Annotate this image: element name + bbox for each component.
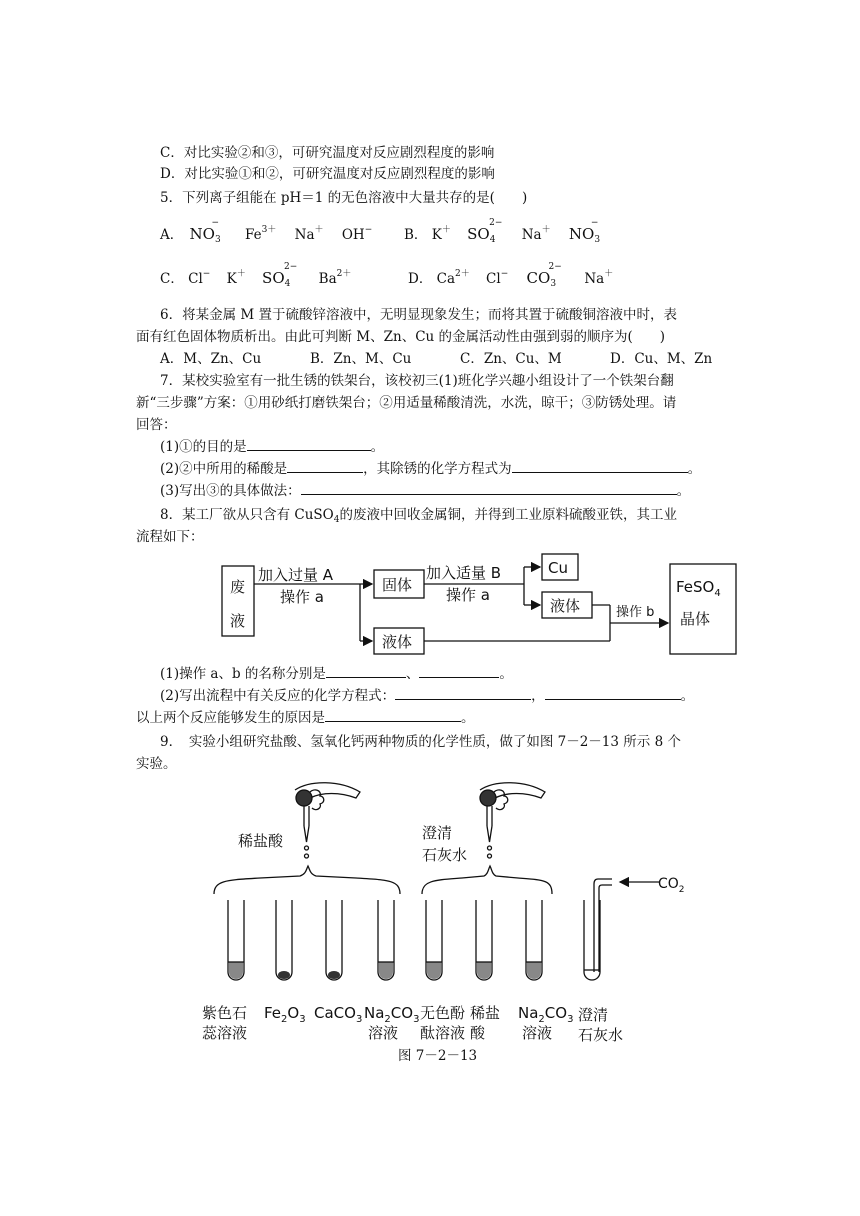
tube-label-6-line-1: 稀盐 (470, 1004, 501, 1022)
q8-part-2: (2)写出流程中有关反应的化学方程式： ， 。 (160, 688, 695, 704)
q5-option-c: C． Cl− K＋ $SO_4$ 2− $Ba^{2+}$ (160, 262, 352, 289)
tube-label-2: $Fe_2O_3$ (264, 1004, 306, 1025)
solid-label: 固体 (382, 576, 413, 594)
q7-line-3: 回答： (136, 417, 177, 433)
cu-label: Cu (548, 559, 568, 577)
tube-label-3: CaCO$_3$ (314, 1004, 363, 1025)
tube-liquid (527, 962, 541, 979)
q5-option-b: B． K＋ $SO_4$ 2− Na＋ $NO_3$ − (404, 218, 601, 245)
dropper-hand-1 (295, 783, 360, 858)
reagent-label-limewater-2: 石灰水 (422, 846, 468, 864)
q4-option-d: D．对比实验①和②，可研究温度对反应剧烈程度的影响 (160, 166, 495, 182)
waste-char-1: 废 (230, 578, 246, 596)
add-a-label: 加入过量 A (258, 566, 334, 584)
brace-left (214, 866, 400, 894)
q7-part-1: (1)①的目的是 。 (160, 439, 385, 455)
q8-line-1: 8．某工厂欲从只含有 CuSO$_4$的废液中回收金属铜，并得到工业原料硫酸亚铁，其工业 (160, 507, 677, 525)
op-b-label: 操作 b (616, 605, 655, 620)
tube-label-1-line-1: 紫色石 (202, 1004, 248, 1022)
q7-blank-1[interactable] (247, 437, 371, 451)
q5-stem: 5．下列离子组能在 pH＝1 的无色溶液中大量共存的是( ) (160, 190, 528, 206)
tube-label-1-line-2: 蕊溶液 (202, 1024, 248, 1042)
q9-line-2: 实验。 (136, 756, 177, 772)
figure-caption: 图 7－2－13 (398, 1048, 478, 1064)
brace-right (422, 866, 552, 894)
waste-char-2: 液 (230, 612, 246, 630)
tube-label-8-line-2: 石灰水 (578, 1026, 624, 1044)
co2-label: $CO_2$ (658, 876, 685, 895)
q7-blank-4[interactable] (301, 481, 677, 495)
q8-blank-1[interactable] (326, 664, 406, 678)
q8-blank-2[interactable] (419, 664, 499, 678)
reagent-label-hcl: 稀盐酸 (238, 832, 284, 850)
q8-flowchart (210, 548, 750, 662)
dropper-hand-2 (480, 783, 545, 858)
q7-blank-2[interactable] (287, 459, 363, 473)
tube-liquid (229, 962, 243, 979)
tube-solid (278, 971, 290, 979)
q6-line-1: 6．将某金属 M 置于硫酸锌溶液中，无明显现象发生；而将其置于硫酸铜溶液中时，表 (160, 307, 677, 323)
tube-solid (328, 971, 340, 979)
q9-line-1: 9． 实验小组研究盐酸、氢氧化钙两种物质的化学性质，做了如图 7－2－13 所示 8 个 (160, 734, 681, 750)
q7-part-3: (3)写出③的具体做法： 。 (160, 483, 691, 499)
op-a-label-1: 操作 a (280, 588, 324, 606)
q8-blank-3[interactable] (395, 686, 531, 700)
tube-label-4-line-2: 溶液 (368, 1024, 399, 1042)
liquid-label-upper: 液体 (550, 597, 581, 615)
q8-blank-4[interactable] (545, 686, 681, 700)
tube-label-5-line-1: 无色酚 (420, 1004, 466, 1022)
liquid-label-lower: 液体 (382, 633, 413, 651)
q7-blank-3[interactable] (512, 459, 688, 473)
tube-liquid (379, 962, 393, 979)
q8-line-2: 流程如下： (136, 529, 204, 545)
q8-blank-5[interactable] (325, 708, 461, 722)
gas-delivery-tube (594, 879, 612, 972)
tube-label-7-line-2: 溶液 (522, 1024, 553, 1042)
tube-liquid (477, 962, 491, 979)
q6-option-c: C．Zn、Cu、M (460, 351, 562, 367)
product-label: 晶体 (680, 610, 711, 628)
q7-line-1: 7．某校实验室有一批生锈的铁架台，该校初三(1)班化学兴趣小组设计了一个铁架台翻 (160, 373, 674, 389)
q4-option-c: C．对比实验②和③，可研究温度对反应剧烈程度的影响 (160, 145, 495, 161)
q5-option-a: A． $NO_3$ − $Fe^{3+}$ Na＋ OH− (160, 218, 373, 245)
q5-option-d: D． $Ca^{2+}$ Cl− $CO_3$ 2− Na＋ (408, 262, 614, 289)
tube-label-4-line-1: $Na_2CO_3$ (364, 1004, 420, 1025)
test-tube (326, 900, 342, 980)
tube-liquid (427, 962, 441, 979)
q8-part-3: 以上两个反应能够发生的原因是 。 (136, 710, 475, 726)
q6-option-a: A．M、Zn、Cu (160, 351, 262, 367)
tube-label-5-line-2: 酞溶液 (420, 1024, 466, 1042)
add-b-label: 加入适量 B (426, 564, 502, 582)
reagent-label-limewater-1: 澄清 (422, 824, 453, 842)
q7-line-2: 新“三步骤”方案：①用砂纸打磨铁架台；②用适量稀酸清洗，水洗，晾干；③防锈处理。请 (136, 395, 677, 411)
q9-experiment-figure (200, 776, 700, 1076)
op-a-label-2: 操作 a (446, 586, 490, 604)
q6-option-d: D．Cu、M、Zn (610, 351, 713, 367)
tube-label-6-line-2: 酸 (470, 1024, 486, 1042)
tube-label-7-line-1: $Na_2CO_3$ (518, 1004, 574, 1025)
q8-part-1: (1)操作 a、b 的名称分别是 、 。 (160, 666, 513, 682)
q6-line-2: 面有红色固体物质析出。由此可判断 M、Zn、Cu 的金属活动性由强到弱的顺序为( ) (136, 329, 666, 345)
product-formula: FeSO$_4$ (676, 578, 721, 599)
test-tube (584, 900, 600, 980)
q7-part-2: (2)②中所用的稀酸是 ，其除锈的化学方程式为 。 (160, 461, 702, 477)
q6-option-b: B．Zn、M、Cu (310, 351, 412, 367)
test-tube (276, 900, 292, 980)
tube-label-8-line-1: 澄清 (578, 1006, 609, 1024)
